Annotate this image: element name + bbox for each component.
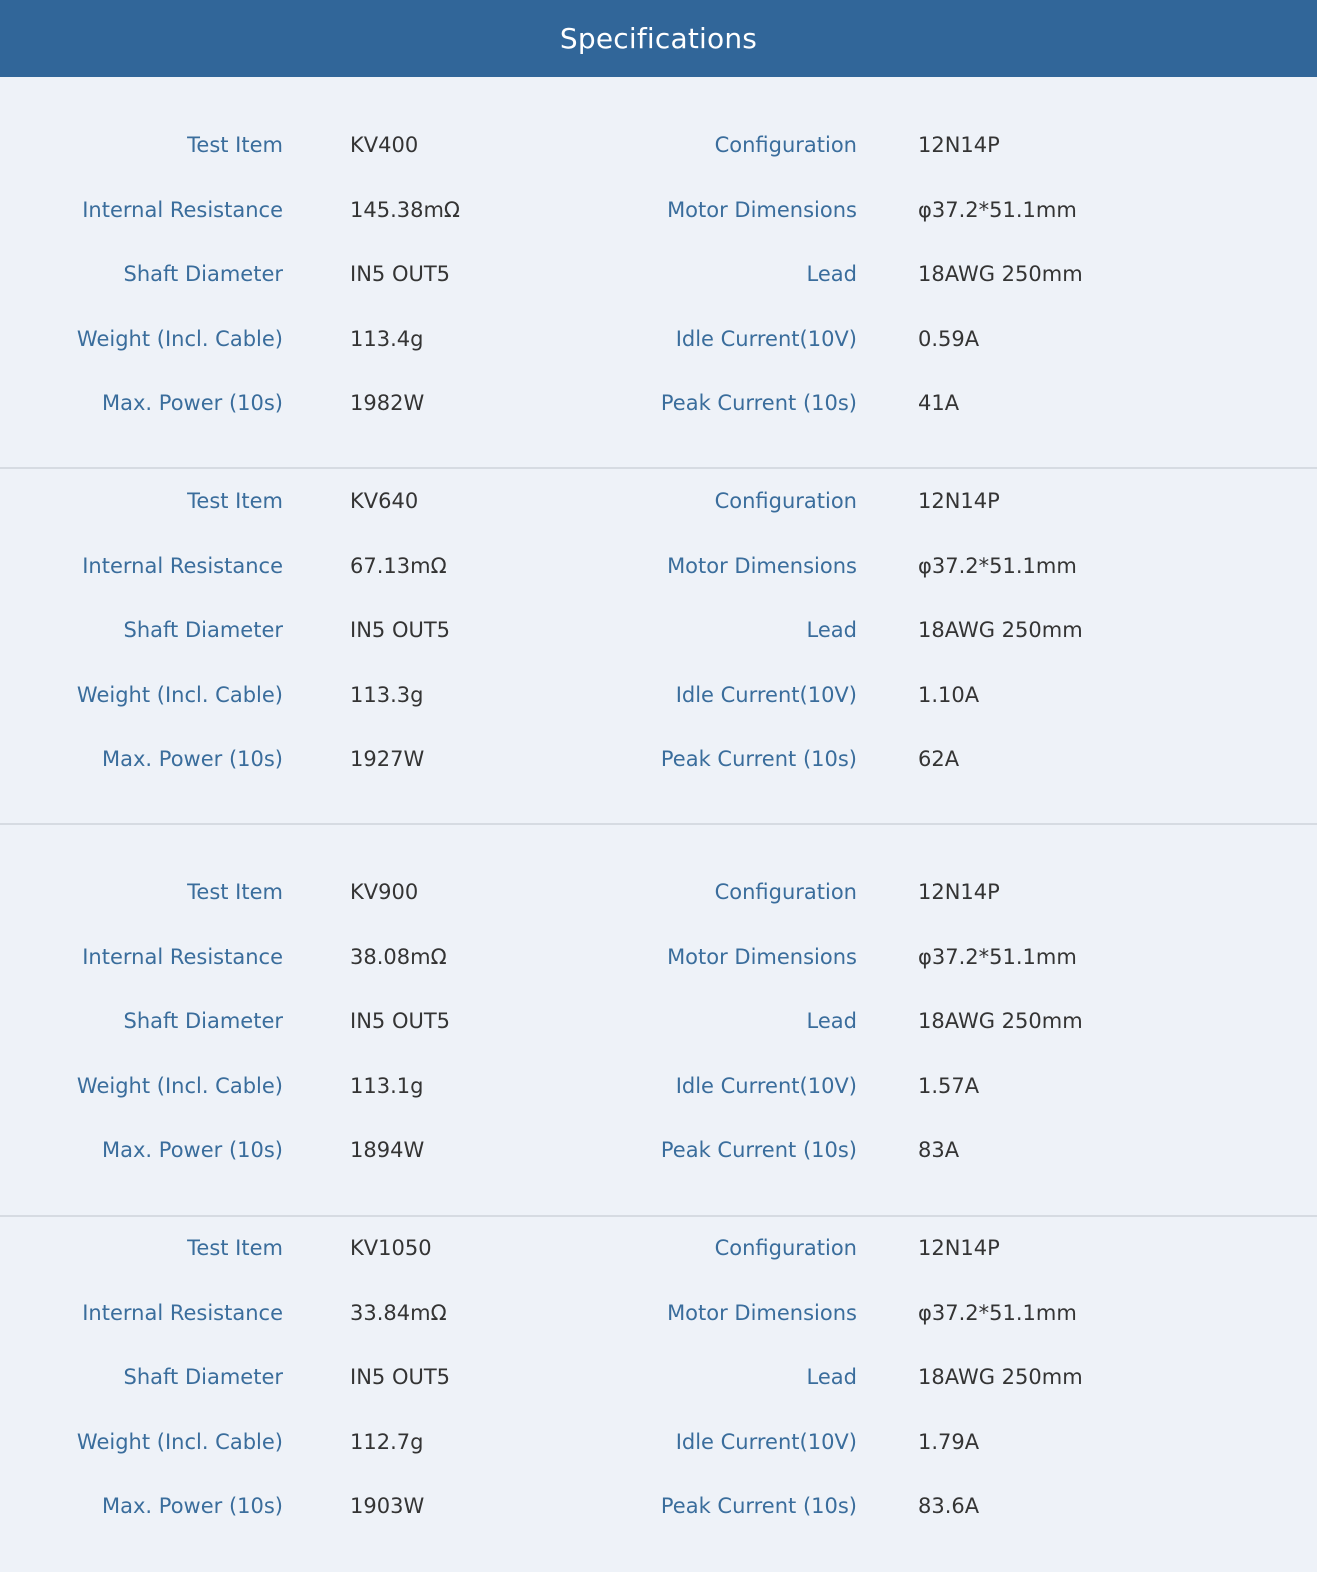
spec-label: Idle Current(10V) <box>675 1074 857 1098</box>
spec-label: Shaft Diameter <box>123 1365 283 1389</box>
spec-label: Peak Current (10s) <box>660 1138 857 1162</box>
spec-label: Motor Dimensions <box>667 198 857 222</box>
spec-label: Internal Resistance <box>82 1301 283 1325</box>
spec-value: 18AWG 250mm <box>918 262 1083 286</box>
spec-value: KV400 <box>350 133 419 157</box>
spec-label: Internal Resistance <box>82 554 283 578</box>
spec-section <box>0 468 1317 791</box>
spec-value: 112.7g <box>350 1430 424 1454</box>
spec-value: 113.1g <box>350 1074 424 1098</box>
spec-value: 145.38mΩ <box>350 198 460 222</box>
spec-label: Lead <box>806 1009 857 1033</box>
spec-value: 12N14P <box>918 1236 1000 1260</box>
spec-label: Max. Power (10s) <box>102 391 283 415</box>
spec-value: φ37.2*51.1mm <box>918 945 1077 969</box>
spec-label: Motor Dimensions <box>667 554 857 578</box>
spec-label: Peak Current (10s) <box>660 1494 857 1518</box>
spec-label: Max. Power (10s) <box>102 1138 283 1162</box>
spec-label: Motor Dimensions <box>667 1301 857 1325</box>
spec-value: 1903W <box>350 1494 425 1518</box>
spec-value: 18AWG 250mm <box>918 1365 1083 1389</box>
spec-label: Shaft Diameter <box>123 262 283 286</box>
spec-value: 1.79A <box>918 1430 980 1454</box>
spec-value: 38.08mΩ <box>350 945 447 969</box>
spec-value: IN5 OUT5 <box>350 618 451 642</box>
specifications-header <box>0 0 1317 77</box>
spec-value: 1894W <box>350 1138 425 1162</box>
spec-value: 12N14P <box>918 489 1000 513</box>
spec-label: Max. Power (10s) <box>102 747 283 771</box>
spec-value: 0.59A <box>918 327 980 351</box>
spec-label: Lead <box>806 1365 857 1389</box>
spec-label: Peak Current (10s) <box>660 391 857 415</box>
spec-label: Test Item <box>187 489 283 513</box>
spec-label: Weight (Incl. Cable) <box>76 1074 283 1098</box>
spec-value: 1982W <box>350 391 425 415</box>
spec-label: Shaft Diameter <box>123 618 283 642</box>
spec-label: Idle Current(10V) <box>675 327 857 351</box>
spec-label: Idle Current(10V) <box>675 683 857 707</box>
spec-label: Internal Resistance <box>82 198 283 222</box>
spec-value: 18AWG 250mm <box>918 618 1083 642</box>
spec-value: 67.13mΩ <box>350 554 447 578</box>
spec-value: KV640 <box>350 489 419 513</box>
spec-label: Configuration <box>714 133 857 157</box>
spec-value: φ37.2*51.1mm <box>918 1301 1077 1325</box>
spec-value: 41A <box>918 391 960 415</box>
spec-value: IN5 OUT5 <box>350 1365 451 1389</box>
spec-label: Lead <box>806 262 857 286</box>
spec-label: Lead <box>806 618 857 642</box>
spec-section <box>0 77 1317 415</box>
spec-value: 62A <box>918 747 960 771</box>
spec-value: IN5 OUT5 <box>350 1009 451 1033</box>
spec-label: Motor Dimensions <box>667 945 857 969</box>
spec-label: Peak Current (10s) <box>660 747 857 771</box>
spec-value: 18AWG 250mm <box>918 1009 1083 1033</box>
spec-label: Weight (Incl. Cable) <box>76 327 283 351</box>
spec-label: Configuration <box>714 880 857 904</box>
spec-value: 12N14P <box>918 133 1000 157</box>
spec-value: 33.84mΩ <box>350 1301 447 1325</box>
spec-value: 113.4g <box>350 327 424 351</box>
spec-value: 1.10A <box>918 683 980 707</box>
spec-label: Weight (Incl. Cable) <box>76 1430 283 1454</box>
spec-label: Idle Current(10V) <box>675 1430 857 1454</box>
spec-label: Test Item <box>187 1236 283 1260</box>
spec-label: Configuration <box>714 489 857 513</box>
spec-value: IN5 OUT5 <box>350 262 451 286</box>
spec-label: Internal Resistance <box>82 945 283 969</box>
spec-label: Test Item <box>187 133 283 157</box>
spec-label: Max. Power (10s) <box>102 1494 283 1518</box>
spec-section <box>0 824 1317 1162</box>
spec-value: 83.6A <box>918 1494 980 1518</box>
spec-value: 1927W <box>350 747 425 771</box>
spec-value: 1.57A <box>918 1074 980 1098</box>
spec-value: 12N14P <box>918 880 1000 904</box>
spec-label: Test Item <box>187 880 283 904</box>
spec-label: Shaft Diameter <box>123 1009 283 1033</box>
spec-value: φ37.2*51.1mm <box>918 198 1077 222</box>
spec-value: KV900 <box>350 880 419 904</box>
spec-label: Configuration <box>714 1236 857 1260</box>
page-title: Specifications <box>559 21 758 55</box>
spec-value: KV1050 <box>350 1236 432 1260</box>
spec-value: φ37.2*51.1mm <box>918 554 1077 578</box>
spec-value: 83A <box>918 1138 960 1162</box>
spec-section <box>0 1216 1317 1539</box>
spec-label: Weight (Incl. Cable) <box>76 683 283 707</box>
spec-value: 113.3g <box>350 683 424 707</box>
